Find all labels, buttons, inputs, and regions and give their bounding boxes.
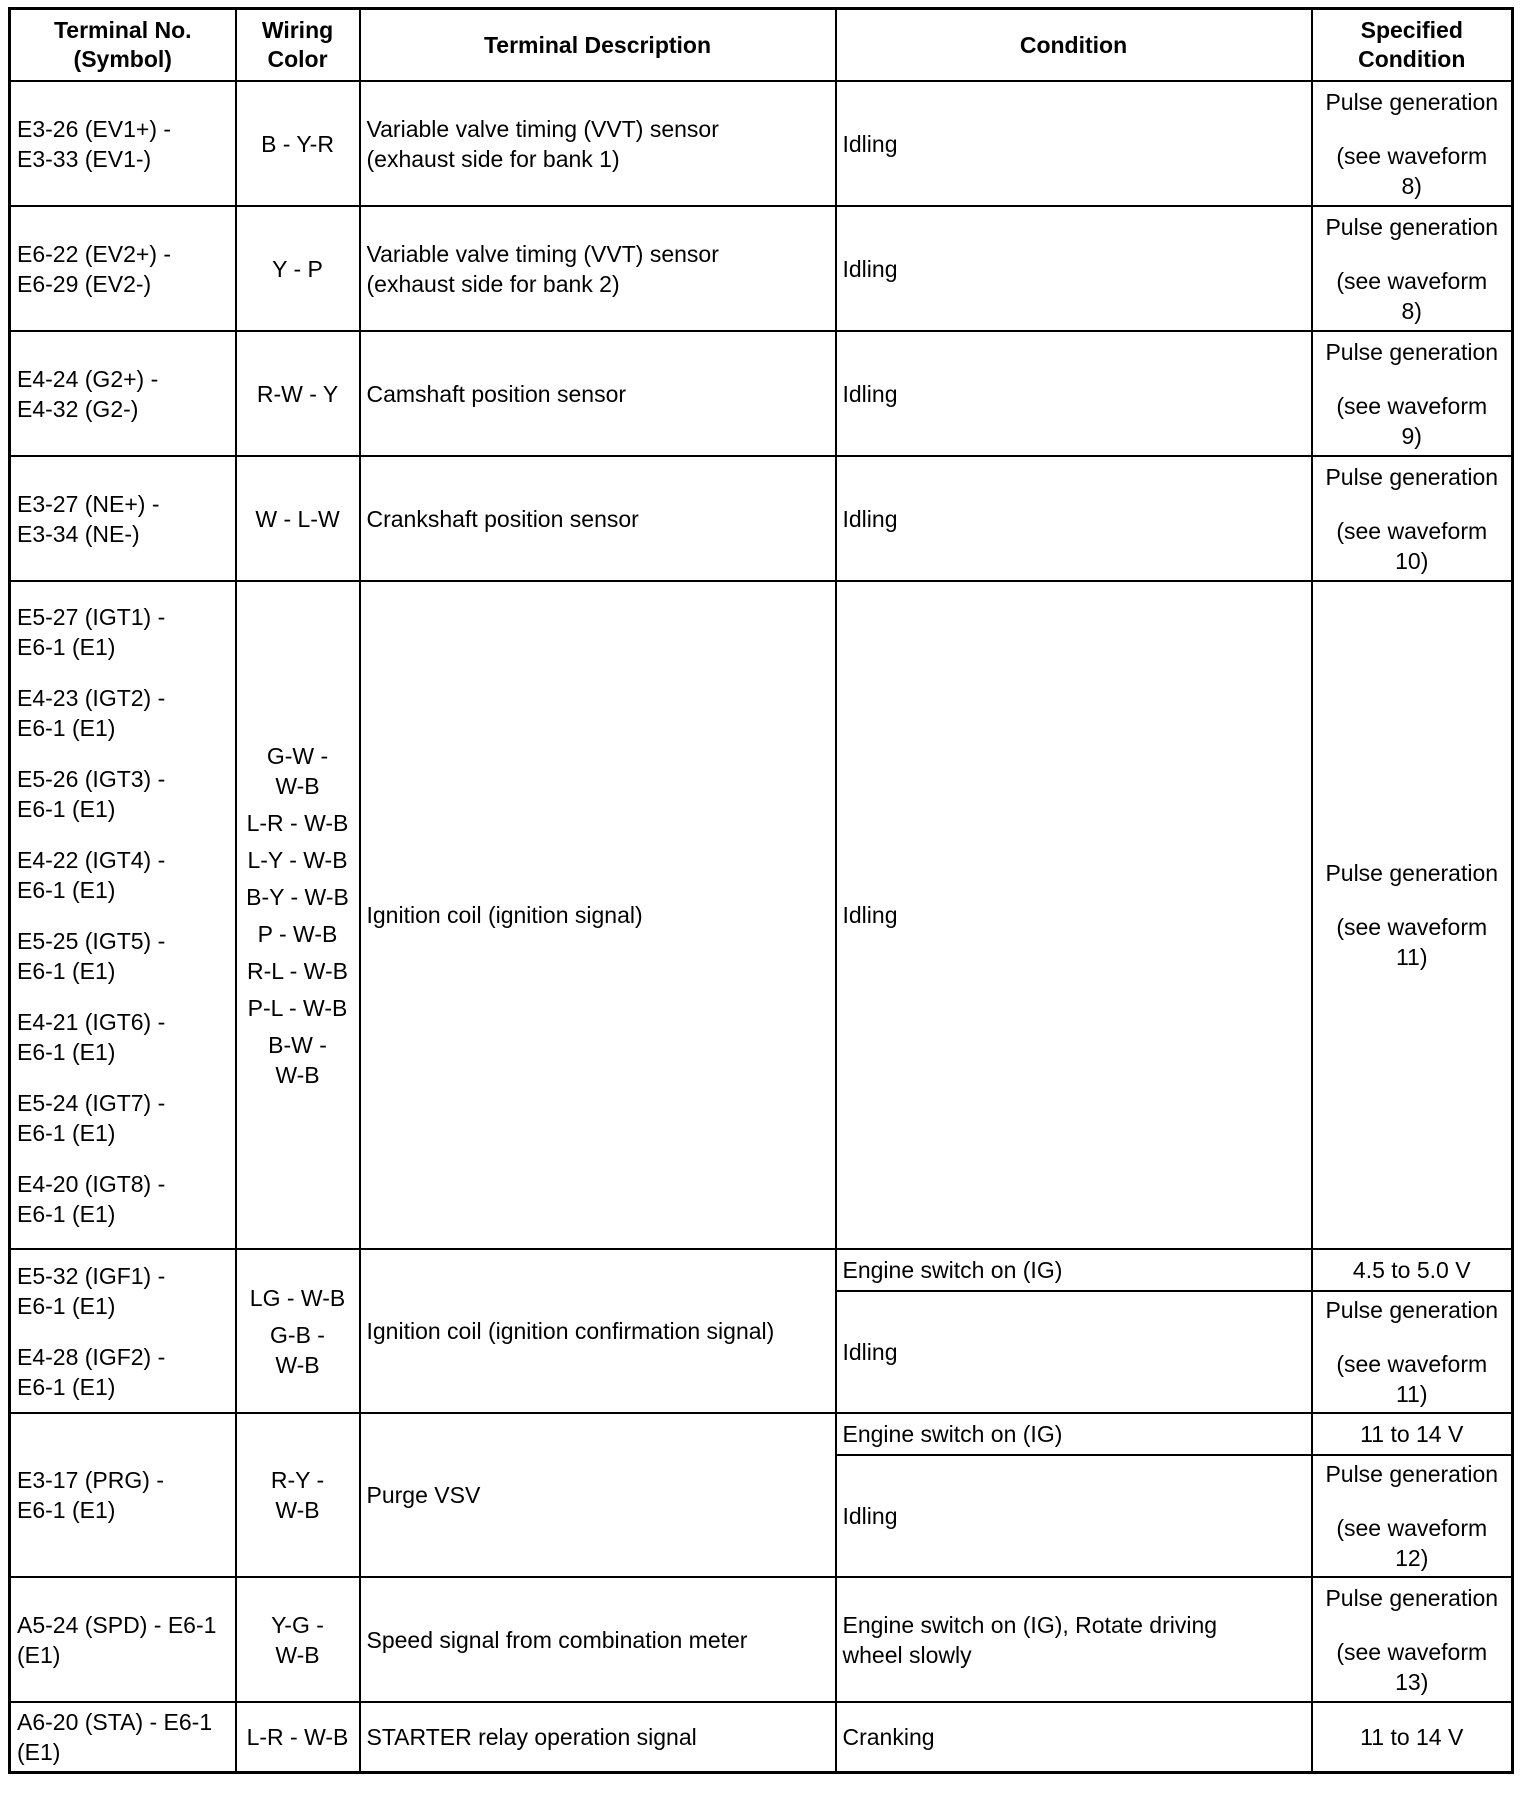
table-row	[10, 206, 1513, 331]
spec-cell: Pulse generation (see waveform 11)	[1312, 1291, 1513, 1413]
condition-cell: Idling	[836, 331, 1312, 456]
condition-cell: Idling	[836, 581, 1312, 1249]
header-terminal: Terminal No. (Symbol)	[10, 9, 236, 82]
description-cell: Crankshaft position sensor	[360, 456, 836, 581]
table-row	[10, 1702, 1513, 1772]
table-row	[10, 581, 1513, 1249]
spec-cell: Pulse generation (see waveform 8)	[1312, 81, 1513, 206]
condition-cell: Engine switch on (IG)	[836, 1249, 1312, 1291]
terminal-cell: E3-17 (PRG) - E6-1 (E1)	[10, 1413, 236, 1577]
table-row	[10, 1577, 1513, 1702]
table-row	[10, 81, 1513, 206]
condition-cell: Engine switch on (IG), Rotate driving wheel slowly	[836, 1577, 1312, 1702]
wiring-cell: B - Y-R	[236, 81, 360, 206]
spec-cell: Pulse generation (see waveform 11)	[1312, 581, 1513, 1249]
description-cell: Variable valve timing (VVT) sensor (exhaust side for bank 1)	[360, 81, 836, 206]
spec-cell: Pulse generation (see waveform 10)	[1312, 456, 1513, 581]
spec-cell: 4.5 to 5.0 V	[1312, 1249, 1513, 1291]
spec-cell: 11 to 14 V	[1312, 1702, 1513, 1772]
condition-cell: Idling	[836, 456, 1312, 581]
description-cell: Purge VSV	[360, 1413, 836, 1577]
description-cell: Ignition coil (ignition confirmation signal)	[360, 1249, 836, 1413]
description-cell: Camshaft position sensor	[360, 331, 836, 456]
terminal-cell: A6-20 (STA) - E6-1 (E1)	[10, 1702, 236, 1772]
terminal-table	[8, 7, 1514, 1774]
description-cell: Variable valve timing (VVT) sensor (exhaust side for bank 2)	[360, 206, 836, 331]
condition-cell: Cranking	[836, 1702, 1312, 1772]
table-row	[10, 331, 1513, 456]
wiring-cell: L-R - W-B	[236, 1702, 360, 1772]
terminal-cell: E3-27 (NE+) - E3-34 (NE-)	[10, 456, 236, 581]
header-condition: Condition	[836, 9, 1312, 82]
wiring-cell: Y-G - W-B	[236, 1577, 360, 1702]
wiring-cell: LG - W-B G-B - W-B	[236, 1249, 360, 1413]
table-row	[10, 1249, 1513, 1291]
wiring-cell: W - L-W	[236, 456, 360, 581]
spec-cell: Pulse generation (see waveform 13)	[1312, 1577, 1513, 1702]
header-specified: Specified Condition	[1312, 9, 1513, 82]
description-cell: STARTER relay operation signal	[360, 1702, 836, 1772]
terminal-cell: E6-22 (EV2+) - E6-29 (EV2-)	[10, 206, 236, 331]
header-row	[10, 9, 1513, 82]
table-row	[10, 1413, 1513, 1455]
table-row	[10, 456, 1513, 581]
description-cell: Speed signal from combination meter	[360, 1577, 836, 1702]
terminal-cell: E3-26 (EV1+) - E3-33 (EV1-)	[10, 81, 236, 206]
wiring-cell: R-Y - W-B	[236, 1413, 360, 1577]
table-wrapper	[8, 7, 1511, 1774]
header-wiring: Wiring Color	[236, 9, 360, 82]
condition-cell: Engine switch on (IG)	[836, 1413, 1312, 1455]
spec-cell: Pulse generation (see waveform 8)	[1312, 206, 1513, 331]
terminal-cell: E5-27 (IGT1) - E6-1 (E1) E4-23 (IGT2) - E6-1 (E1) E5-26 (IGT3) - E6-1 (E1) E4-22 (IGT4) - E6-1 (E1) E5-25 (IGT5) - E6-1 (E1) E4-21 (IGT6) - E6-1 (E1) E5-24 (IGT7) - E6-1 (E1) E4-20 (IGT8) - E6-1 (E1)	[10, 581, 236, 1249]
terminal-cell: E4-24 (G2+) - E4-32 (G2-)	[10, 331, 236, 456]
condition-cell: Idling	[836, 81, 1312, 206]
terminal-cell: E5-32 (IGF1) - E6-1 (E1) E4-28 (IGF2) - E6-1 (E1)	[10, 1249, 236, 1413]
header-description: Terminal Description	[360, 9, 836, 82]
condition-cell: Idling	[836, 1291, 1312, 1413]
terminal-cell: A5-24 (SPD) - E6-1 (E1)	[10, 1577, 236, 1702]
spec-cell: 11 to 14 V	[1312, 1413, 1513, 1455]
spec-cell: Pulse generation (see waveform 9)	[1312, 331, 1513, 456]
spec-cell: Pulse generation (see waveform 12)	[1312, 1455, 1513, 1577]
condition-cell: Idling	[836, 1455, 1312, 1577]
condition-cell: Idling	[836, 206, 1312, 331]
wiring-cell: R-W - Y	[236, 331, 360, 456]
wiring-cell: G-W - W-B L-R - W-B L-Y - W-B B-Y - W-B P - W-B R-L - W-B P-L - W-B B-W - W-B	[236, 581, 360, 1249]
wiring-cell: Y - P	[236, 206, 360, 331]
description-cell: Ignition coil (ignition signal)	[360, 581, 836, 1249]
